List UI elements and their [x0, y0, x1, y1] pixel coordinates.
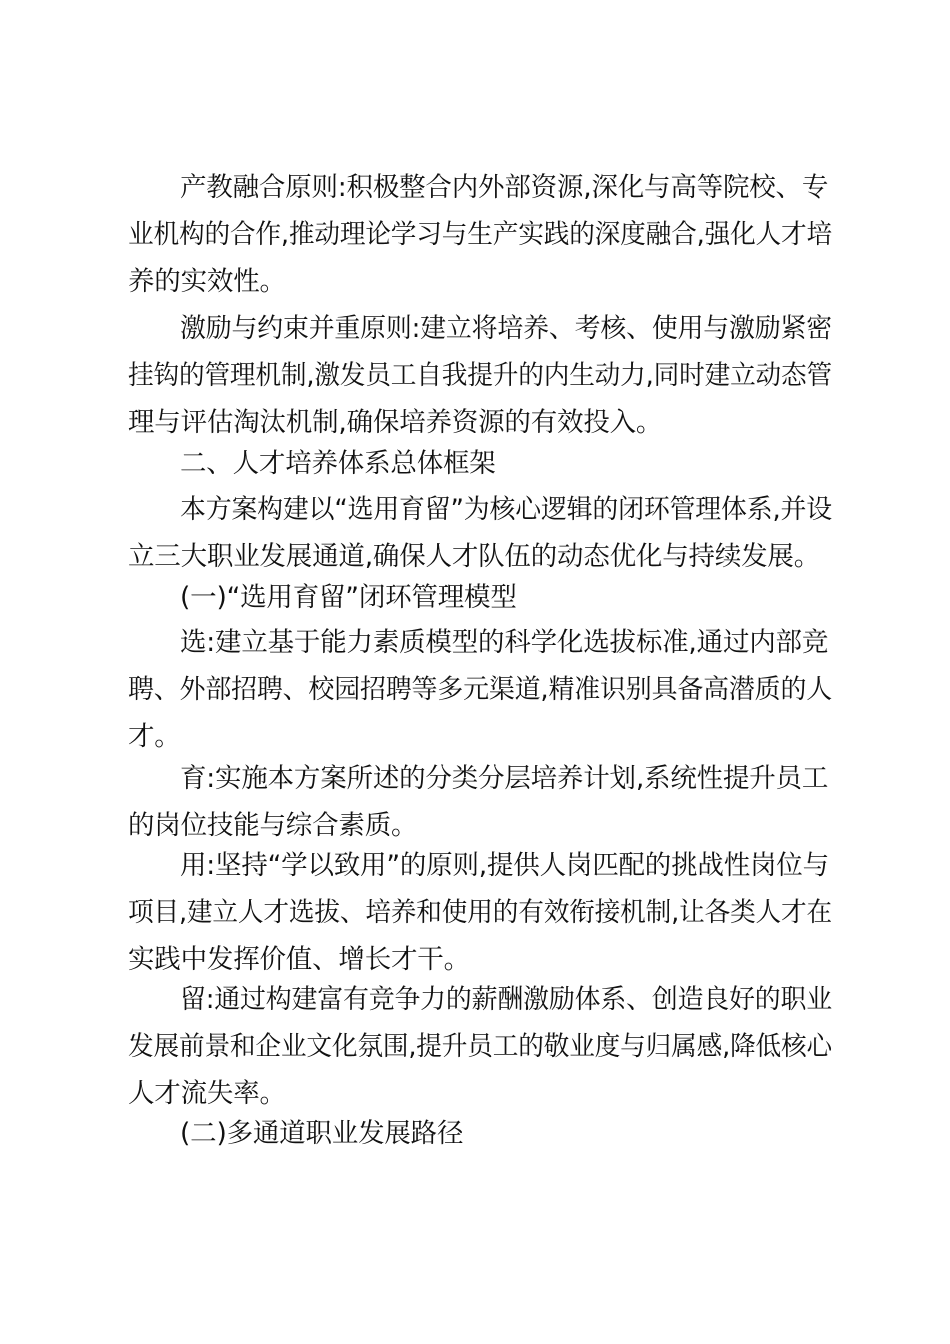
document-page [128, 0, 832, 1344]
text-line: 选:建立基于能力素质模型的科学化选拔标准,通过内部竞 [180, 627, 829, 658]
text-line: 本方案构建以“选用育留”为核心逻辑的闭环管理体系,并设 [180, 494, 832, 525]
text-line: 实践中发挥价值、增长才干。 [128, 944, 470, 975]
paragraph-model-develop [128, 755, 832, 849]
text-line: 的岗位技能与综合素质。 [128, 810, 418, 841]
paragraph-framework-intro [128, 486, 832, 580]
heading-text: (二)多通道职业发展路径 [180, 1118, 464, 1149]
section-heading-framework [128, 440, 832, 487]
subheading-career-paths [128, 1110, 832, 1157]
text-line: 立三大职业发展通道,确保人才队伍的动态优化与持续发展。 [128, 541, 821, 572]
paragraph-model-retain [128, 976, 832, 1117]
paragraph-model-use [128, 842, 832, 983]
text-line: 理与评估淘汰机制,确保培养资源的有效投入。 [128, 407, 663, 438]
text-line: 育:实施本方案所述的分类分层培养计划,系统性提升员工 [180, 763, 829, 794]
text-line: 项目,建立人才选拔、培养和使用的有效衔接机制,让各类人才在 [128, 897, 832, 928]
heading-text: 二、人才培养体系总体框架 [180, 448, 496, 479]
text-line: 聘、外部招聘、校园招聘等多元渠道,精准识别具备高潜质的人 [128, 674, 832, 705]
text-line: 激励与约束并重原则:建立将培养、考核、使用与激励紧密 [180, 313, 832, 344]
text-line: 才。 [128, 721, 181, 752]
text-line: 留:通过构建富有竞争力的薪酬激励体系、创造良好的职业 [180, 984, 832, 1015]
text-line: 挂钩的管理机制,激发员工自我提升的内生动力,同时建立动态管 [128, 360, 832, 391]
text-line: 养的实效性。 [128, 266, 286, 297]
paragraph-integration-principle [128, 164, 832, 305]
paragraph-model-select [128, 619, 832, 760]
text-line: 产教融合原则:积极整合内外部资源,深化与高等院校、专 [180, 172, 829, 203]
text-line: 用:坚持“学以致用”的原则,提供人岗匹配的挑战性岗位与 [180, 850, 829, 881]
text-line: 人才流失率。 [128, 1078, 286, 1109]
paragraph-incentive-principle [128, 305, 832, 446]
text-line: 发展前景和企业文化氛围,提升员工的敬业度与归属感,降低核心 [128, 1031, 832, 1062]
subheading-model [128, 574, 832, 621]
text-line: 业机构的合作,推动理论学习与生产实践的深度融合,强化人才培 [128, 219, 832, 250]
heading-text: (一)“选用育留”闭环管理模型 [180, 582, 517, 613]
